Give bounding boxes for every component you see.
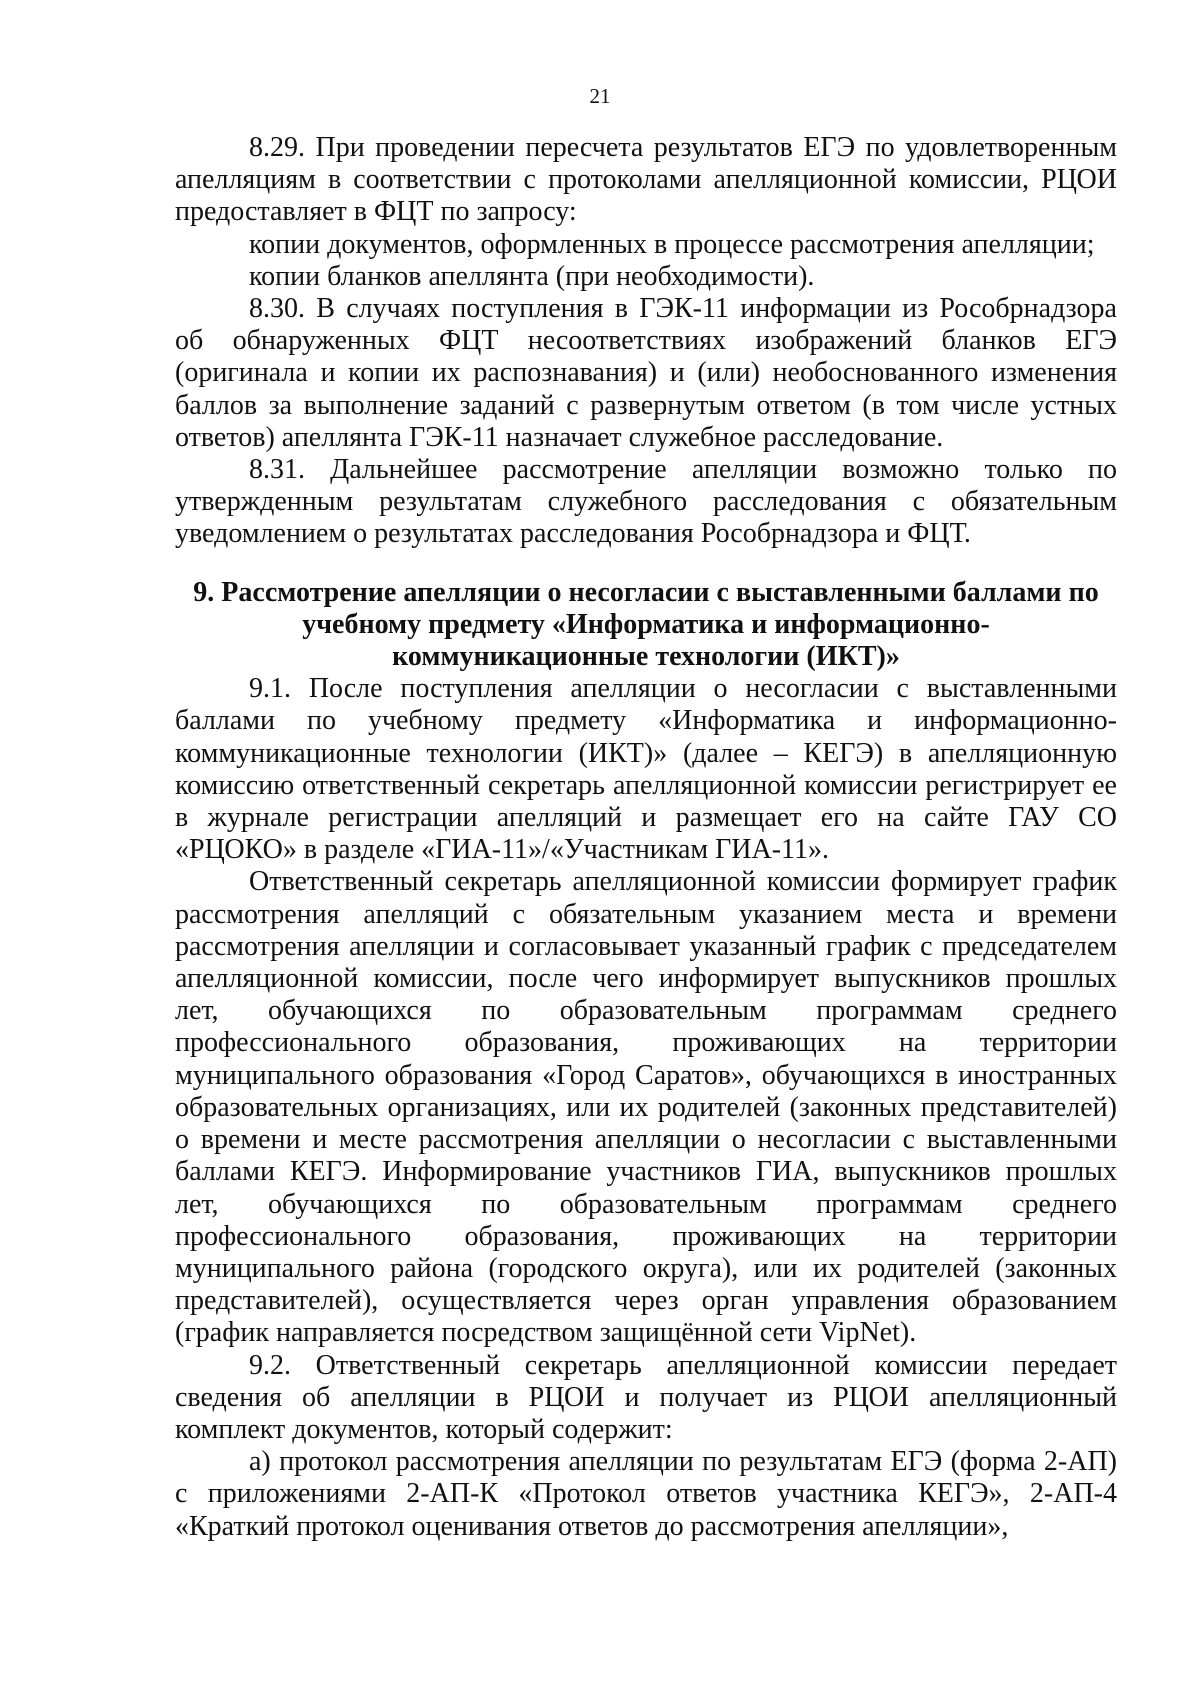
document-body <box>175 132 1117 1543</box>
paragraph-8-29 <box>175 132 1117 229</box>
paragraph-9-2-item-a: а) протокол рассмотрения апелляции по результатам ЕГЭ (форма 2-АП) с приложениями 2-АП-К «Протокол ответов участника КЕГЭ», 2-АП-4 «Краткий протокол оценивания ответов до рассмотрения апелляции», <box>175 1446 1117 1542</box>
section-9-heading <box>175 577 1117 674</box>
paragraph-number: 9.2. <box>249 1349 291 1381</box>
paragraph-text: Дальнейшее рассмотрение апелляции возможно только по утвержденным результатам служебного расследования с обязательным уведомлением о результатах расследования Рособрнадзора и ФЦТ. <box>175 454 1117 550</box>
paragraph-number: 8.31. <box>249 454 305 486</box>
paragraph-8-29-item-1: копии документов, оформленных в процессе рассмотрения апелляции; <box>249 228 1095 260</box>
paragraph-number: 8.30. <box>249 293 305 325</box>
paragraph-text: Ответственный секретарь апелляционной комиссии передает сведения об апелляции в РЦОИ и получает из РЦОИ апелляционный комплект документов, который содержит: <box>175 1349 1117 1445</box>
paragraph-9-1-continued: Ответственный секретарь апелляционной комиссии формирует график рассмотрения апелляций с обязательным указанием места и времени рассмотрения апелляции и согласовывает указанный график с председателем апелляционной комиссии, после чего информирует выпускников прошлых лет, обучающихся по образовательным программам среднего профессионального образования, проживающих на территории муниципального образования «Город Саратов», обучающихся в иностранных образовательных организациях, или их родителей (законных представителей) о времени и месте рассмотрения апелляции о несогласии с выставленными баллами КЕГЭ. Информирование участников ГИА, выпускников прошлых лет, обучающихся по образовательным программам среднего профессионального образования, проживающих на территории муниципального района (городского округа), или их родителей (законных представителей), осуществляется через орган управления образованием (график направляется посредством защищённой сети VipNet). <box>175 866 1117 1349</box>
section-number: 9. <box>193 576 215 608</box>
page-number: 21 <box>589 84 611 108</box>
paragraph-8-31 <box>175 454 1117 551</box>
paragraph-number: 8.29. <box>249 132 305 163</box>
paragraph-8-30 <box>175 293 1117 454</box>
paragraph-8-29-item-2: копии бланков апеллянта (при необходимости). <box>249 260 815 292</box>
paragraph-text: При проведении пересчета результатов ЕГЭ по удовлетворенным апелляциям в соответствии с протоколами апелляционной комиссии, РЦОИ предоставляет в ФЦТ по запросу: <box>175 132 1117 228</box>
paragraph-number: 9.1. <box>249 673 291 705</box>
paragraph-text: В случаях поступления в ГЭК-11 информации из Рособрнадзора об обнаруженных ФЦТ несоответствиях изображений бланков ЕГЭ (оригинала и копии их распознавания) и (или) необоснованного изменения баллов за выполнение заданий с развернутым ответом (в том числе устных ответов) апеллянта ГЭК-11 назначает служебное расследование. <box>175 293 1117 453</box>
paragraph-9-1 <box>175 673 1117 866</box>
section-title: Рассмотрение апелляции о несогласии с выставленными баллами по учебному предмету «Информатика и информационно-коммуникационные технологии (ИКТ)» <box>221 576 1099 673</box>
paragraph-text: После поступления апелляции о несогласии с выставленными баллами по учебному предмету «Информатика и информационно-коммуникационные технологии (ИКТ)» (далее – КЕГЭ) в апелляционную комиссию ответственный секретарь апелляционной комиссии регистрирует ее в журнале регистрации апелляций и размещает его на сайте ГАУ СО «РЦОКО» в разделе «ГИА-11»/«Участникам ГИА-11». <box>175 673 1118 866</box>
paragraph-9-2 <box>175 1350 1117 1447</box>
